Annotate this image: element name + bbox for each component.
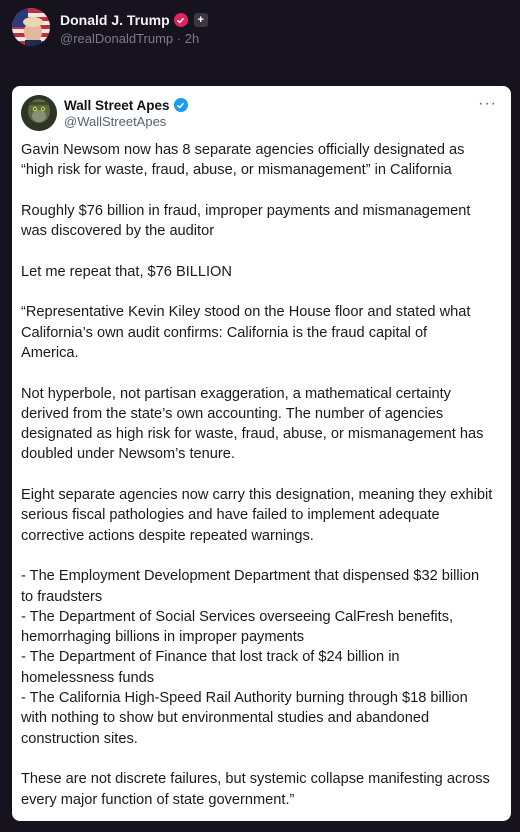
quoted-post-card[interactable] [12, 86, 511, 821]
outer-post-header [12, 8, 208, 46]
quoted-author-handle[interactable]: @WallStreetApes [64, 113, 167, 129]
paragraph: These are not discrete failures, but systemic collapse manifesting across every major function of state government.” [21, 771, 490, 808]
blue-check-icon [174, 98, 188, 112]
post-time[interactable]: 2h [184, 31, 200, 46]
quoted-post-header [21, 95, 188, 131]
avatar[interactable] [12, 8, 50, 46]
quoted-post-text [21, 140, 505, 810]
paragraph: Let me repeat that, $76 BILLION [21, 263, 232, 280]
author-handle-row [60, 31, 208, 46]
verified-badge-icon [174, 13, 188, 27]
author-name[interactable]: Donald J. Trump [60, 12, 170, 28]
plus-icon[interactable]: + [194, 13, 208, 27]
paragraph: “Representative Kevin Kiley stood on the House floor and stated what California’s own audit confirms: California is the fraud capital of America. [21, 304, 471, 361]
paragraph: Eight separate agencies now carry this designation, meaning they exhibit serious fiscal pathologies and have failed to implement adequate corrective actions despite repeated warnings. [21, 487, 493, 544]
avatar-flag-image [12, 8, 50, 46]
author-handle[interactable]: @realDonaldTrump [60, 31, 174, 46]
paragraph: Not hyperbole, not partisan exaggeration, a mathematical certainty derived from the state’s own accounting. The number of agencies designated as high risk for waste, fraud, abuse, or mismanagement has doubled under Newsom’s tenure. [21, 385, 484, 463]
more-options-icon[interactable]: ··· [478, 95, 497, 112]
paragraph: - The Employment Development Department that dispensed $32 billion to fraudsters - The Department of Social Services overseeing CalFresh benefits, hemorrhaging billions in improper payments - The Department of Finance that lost track of $24 billion in homelessness funds - The California High-Speed Rail Authority burning through $18 billion with nothing to show but environmental studies and abandoned construction sites. [21, 568, 480, 747]
separator-dot: · [176, 31, 182, 46]
quoted-author-name[interactable]: Wall Street Apes [64, 97, 170, 113]
paragraph: Gavin Newsom now has 8 separate agencies officially designated as “high risk for waste, fraud, abuse, or mismanagement” in California [21, 142, 465, 179]
paragraph: Roughly $76 billion in fraud, improper payments and mismanagement was discovered by the auditor [21, 202, 471, 240]
ape-avatar-image [21, 95, 57, 131]
quoted-avatar[interactable] [21, 95, 57, 131]
